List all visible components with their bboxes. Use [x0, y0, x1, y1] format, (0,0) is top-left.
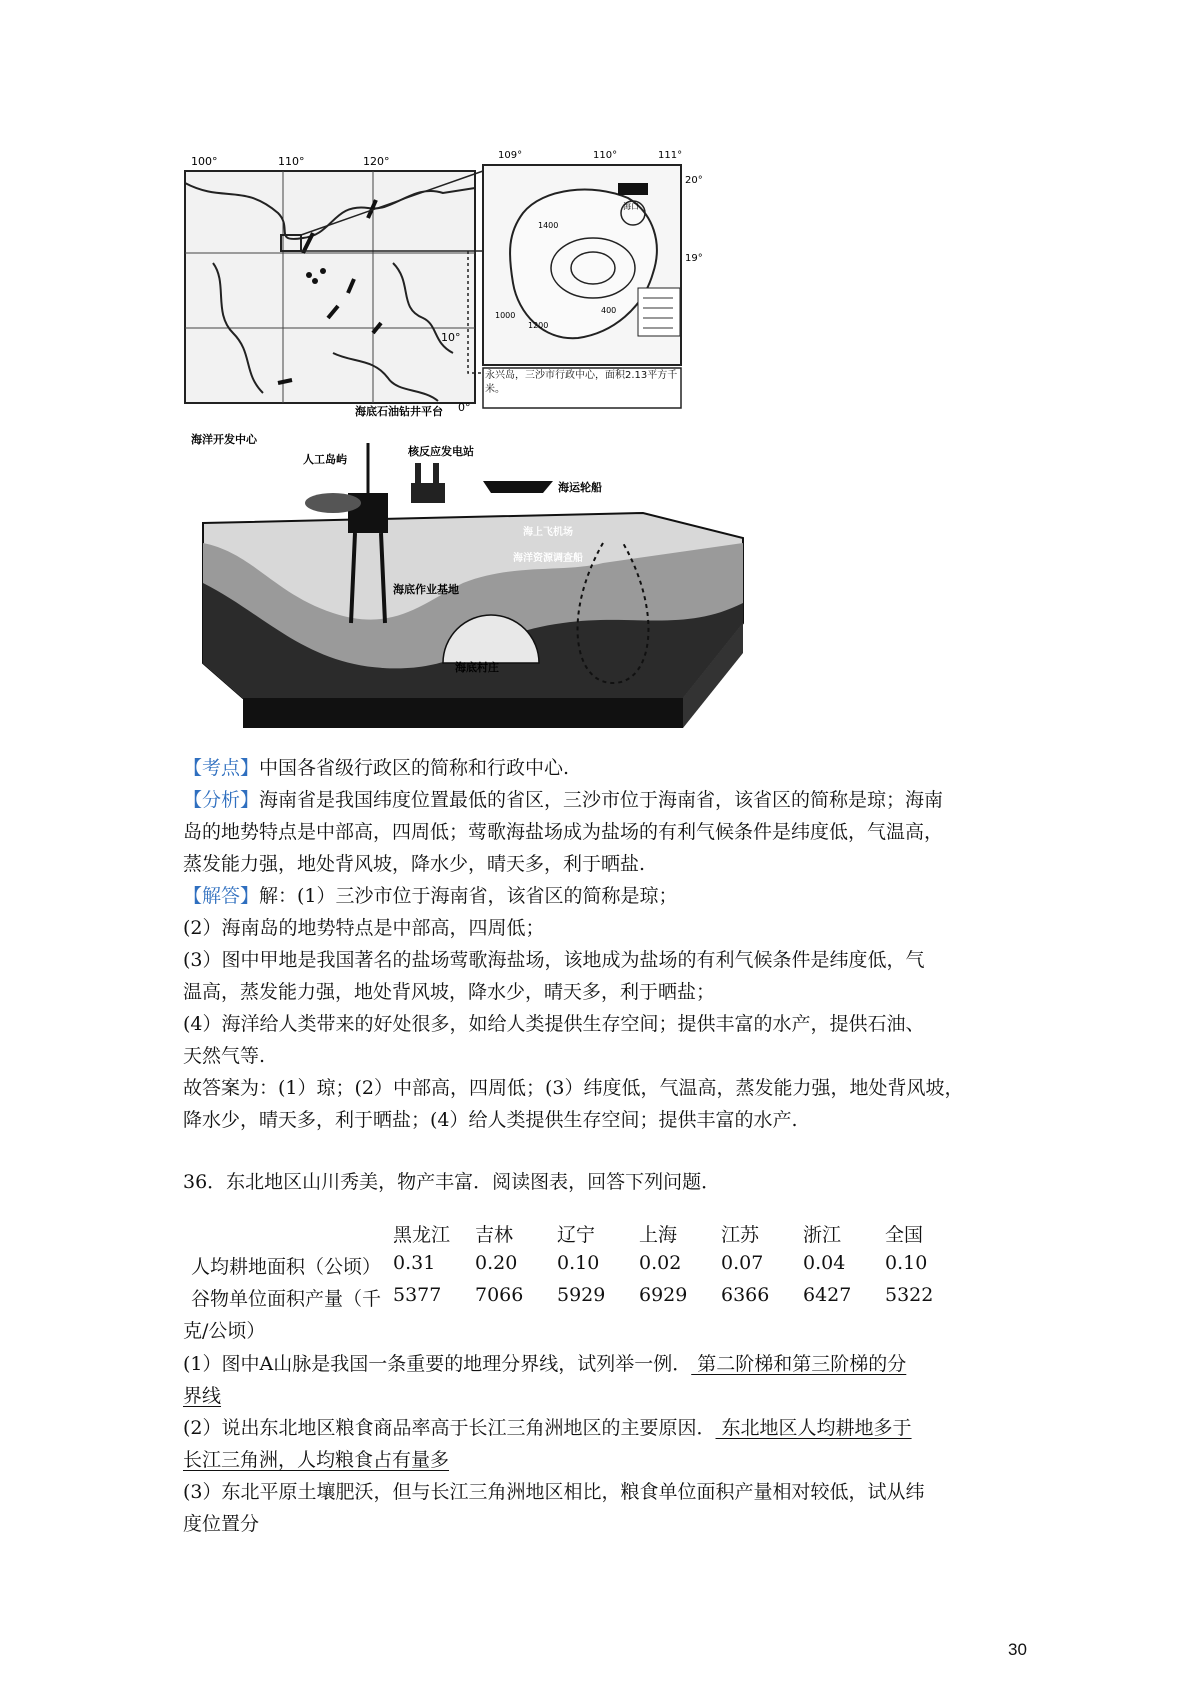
seabed-base-label: 海底作业基地: [393, 583, 459, 596]
table-cell: 0.20: [475, 1252, 518, 1274]
seabed-village-label: 海底村庄: [455, 661, 499, 674]
answer-line-b: 降水少，晴天多，利于晒盐；(4）给人类提供生存空间；提供丰富的水产.: [183, 1109, 798, 1131]
row-label-yield: 谷物单位面积产量（千: [191, 1288, 382, 1310]
drilling-platform-label: 海底石油钻井平台: [355, 405, 443, 418]
row-label-farmland: 人均耕地面积（公顷）: [191, 1256, 382, 1278]
fenxi-line-1: [183, 784, 1023, 816]
yongxing-note: [485, 369, 679, 397]
q2-line-b: [183, 1444, 1023, 1476]
contour-400-label: 400: [601, 306, 617, 315]
table-cell: 6366: [721, 1284, 770, 1306]
table-cell: 0.31: [393, 1252, 436, 1274]
table-cell: 0.04: [803, 1252, 846, 1274]
table-cell: 0.10: [557, 1252, 600, 1274]
lat-0-label: 0°: [458, 401, 471, 414]
kaodian-tag: 【考点】: [183, 757, 260, 779]
desalination-center-label: 海水淡化中心: [205, 507, 265, 518]
page-number: 30: [1008, 1640, 1027, 1659]
table-header-cell: 上海: [639, 1224, 678, 1246]
ocean-center-label: 海洋开发中心: [191, 433, 257, 446]
analysis-section: [183, 752, 1023, 1136]
kaodian-line: [183, 752, 1023, 784]
table-header-cell: 辽宁: [557, 1224, 596, 1246]
jieda-line-2: (2）海南岛的地势特点是中部高，四周低；: [183, 917, 545, 939]
table-cell: 5322: [885, 1284, 934, 1306]
jieda-line-4b: 天然气等.: [183, 1045, 266, 1067]
sea-airport-label: 海上飞机场: [523, 527, 573, 538]
lon-120-label: 120°: [363, 155, 390, 168]
table-header-cell: 吉林: [475, 1224, 514, 1246]
lon-111-label: 111°: [658, 150, 683, 161]
q1-line-b: [183, 1380, 1023, 1412]
table-header-cell: 黑龙江: [393, 1224, 451, 1246]
q1-answer-a: 第二阶梯和第三阶梯的分: [691, 1353, 907, 1375]
kaodian-text: 中国各省级行政区的简称和行政中心.: [259, 757, 570, 779]
cargo-ship-label: 海运轮船: [558, 481, 602, 494]
lon-109-label: 109°: [498, 150, 523, 161]
q2-text: (2）说出东北地区粮食商品率高于长江三角洲地区的主要原因．: [183, 1417, 716, 1439]
jieda-line-3a: (3）图中甲地是我国著名的盐场莺歌海盐场，该地成为盐场的有利气候条件是纬度低，气: [183, 949, 925, 971]
q2-line-a: [183, 1412, 1023, 1444]
lon-110b-label: 110°: [593, 150, 618, 161]
q3-line-1: (3）东北平原土壤肥沃，但与长江三角洲地区相比，粮食单位面积产量相对较低，试从纬: [183, 1481, 925, 1503]
table-cell: 0.10: [885, 1252, 928, 1274]
q2-answer-a: 东北地区人均耕地多于: [715, 1417, 912, 1439]
table-header-cell: 江苏: [721, 1224, 760, 1246]
answer-line-a: 故答案为：(1）琼；(2）中部高，四周低；(3）纬度低，气温高，蒸发能力强，地处背风坡，: [183, 1077, 964, 1099]
lat-19-label: 19°: [685, 253, 703, 264]
question-36-title: [183, 1166, 1023, 1198]
fenxi-text-1: 海南省是我国纬度位置最低的省区，三沙市位于海南省，该省区的简称是琼；海南: [259, 789, 944, 811]
fenxi-line-2: 岛的地势特点是中部高，四周低；莺歌海盐场成为盐场的有利气候条件是纬度低，气温高，: [183, 821, 944, 843]
jieda-line-3b: 温高，蒸发能力强，地处背风坡，降水少，晴天多，利于晒盐；: [183, 981, 716, 1003]
fenxi-line-3: 蒸发能力强，地处背风坡，降水少，晴天多，利于晒盐.: [183, 853, 646, 875]
jieda-line-4a: (4）海洋给人类带来的好处很多，如给人类提供生存空间；提供丰富的水产，提供石油、: [183, 1013, 925, 1035]
lat-10-label: 10°: [441, 331, 461, 344]
table-cell: 0.07: [721, 1252, 764, 1274]
yongxing-note-text: 永兴岛，三沙市行政中心，面积2.13平方千米。: [485, 370, 678, 395]
table-cell: 5929: [557, 1284, 606, 1306]
fenxi-tag: 【分析】: [183, 789, 260, 811]
table-cell: 6427: [803, 1284, 852, 1306]
contour-1000-label: 1000: [495, 311, 516, 320]
table-cell: 5377: [393, 1284, 442, 1306]
table-cell: 0.02: [639, 1252, 682, 1274]
question-36-parts: [183, 1348, 1023, 1540]
table-cell: 7066: [475, 1284, 524, 1306]
hainan-inset-map: [483, 150, 703, 365]
q1-line-a: [183, 1348, 1023, 1380]
haikou-label: 海口: [623, 202, 639, 211]
contour-1400-label: 1400: [538, 221, 559, 230]
row-label-yield-cont: 克/公顷）: [183, 1320, 266, 1342]
q1-answer-b: 界线: [183, 1385, 222, 1407]
contour-1200-label: 1200: [528, 321, 549, 330]
table-header-cell: 浙江: [803, 1224, 842, 1246]
lon-100-label: 100°: [191, 155, 218, 168]
table-cell: 6929: [639, 1284, 688, 1306]
survey-ship-label: 海洋资源调查船: [513, 553, 583, 564]
lon-110-label: 110°: [278, 155, 305, 168]
table-header-cell: 全国: [885, 1224, 924, 1246]
geography-figure: [183, 143, 760, 751]
jieda-line-1: [183, 880, 1023, 912]
q2-answer-b: 长江三角洲，人均粮食占有量多: [183, 1449, 450, 1471]
q3-line-2: 度位置分: [183, 1513, 260, 1535]
power-station-label: 核反应发电站: [408, 445, 474, 458]
question-36-title-text: 36．东北地区山川秀美，物产丰富．阅读图表，回答下列问题．: [183, 1171, 721, 1193]
lat-20-label: 20°: [685, 175, 703, 186]
jieda-text-1: 解：(1）三沙市位于海南省，该省区的简称是琼；: [259, 885, 678, 907]
artificial-island-label: 人工岛屿: [303, 453, 347, 466]
south-china-sea-map: [185, 155, 475, 414]
q1-text: (1）图中A山脉是我国一条重要的地理分界线，试列举一例．: [183, 1353, 692, 1375]
jieda-tag: 【解答】: [183, 885, 260, 907]
